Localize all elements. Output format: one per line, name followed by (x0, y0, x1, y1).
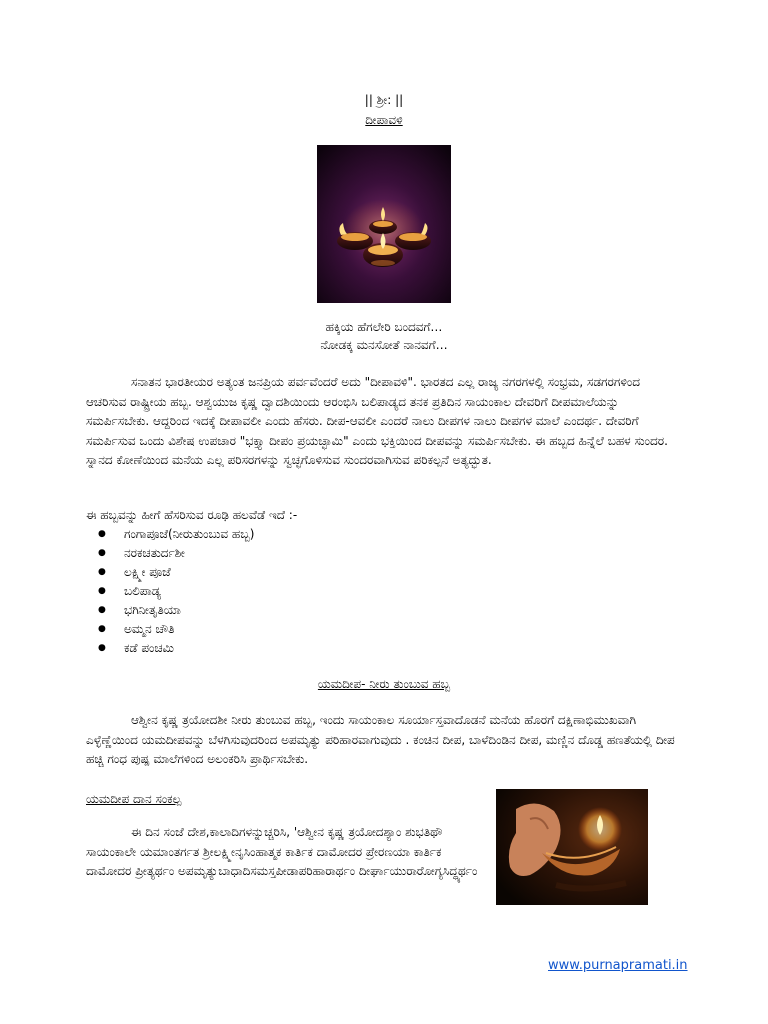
festival-list (86, 525, 254, 658)
sankalpa-text: ಈ ದಿನ ಸಂಜೆ ದೇಶ,ಕಾಲಾದಿಗಳನ್ನುಚ್ಚರಿಸಿ, 'ಆಶ್ವೀನ ಕೃಷ್ಣ ತ್ರಯೋದಶ್ಯಾಂ ಶುಭತಿಥೌ ಸಾಯಂಕಾಲೇ ಯಮಾಂತರ್ಗತ ಶ್ರೀಲಕ್ಷ್ಮೀನೃಸಿಂಹಾತ್ಮಕ ಕಾರ್ತಿಕ ದಾಮೋದರ ಪ್ರೇರಣಯಾ ಕಾರ್ತಿಕ ದಾಮೋದರ ಪ್ರೀತ್ಯರ್ಥಂ ಅಪಮೃತ್ಯುಬಾಧಾದಿಸಮಸ್ತಪೀಡಾಪರಿಹಾರಾರ್ಥಂ ದೀರ್ಘಾಯುರಾರೋಗ್ಯಸಿದ್ಧ್ಯರ್ಥಂ (86, 825, 478, 878)
yamadeepa-paragraph (86, 711, 680, 770)
invocation: || ಶ್ರೀ: || (364, 93, 404, 107)
list-item: ● ಕಡೆ ಪಂಚಮಿ (124, 639, 254, 658)
list-item: ● ಲಕ್ಷ್ಮೀ ಪೂಜೆ (124, 563, 254, 582)
sankalpa-paragraph (86, 823, 486, 882)
verse-line-2: ನೋಡಕ್ಕ ಮನಸೋತೆ ನಾನವಗೆ… (320, 338, 448, 352)
lamp-hand-illustration (496, 789, 648, 905)
intro-text: ಸನಾತನ ಭಾರತೀಯರ ಅತ್ಯಂತ ಜನಪ್ರಿಯ ಪರ್ವವೆಂದರೆ ಅದು "ದೀಪಾವಳಿ". ಭಾರತದ ಎಲ್ಲ ರಾಜ್ಯ ನಗರಗಳಲ್ಲಿ ಸಂಭ್ರಮ, ಸಡಗರಗಳಿಂದ ಆಚರಿಸುವ ರಾಷ್ಟ್ರೀಯ ಹಬ್ಬ. ಆಶ್ವಯುಜ ಕೃಷ್ಣ ದ್ವಾದಶಿಯಿಂದು ಆರಂಭಿಸಿ ಬಲಿಪಾಡ್ಯದ ತನಕ ಪ್ರತಿದಿನ ಸಾಯಂಕಾಲ ದೇವರಿಗೆ ದೀಪಮಾಲೆಯನ್ನು ಸಮರ್ಪಿಸಬೇಕು. ಆದ್ದರಿಂದ ಇದಕ್ಕೆ ದೀಪಾವಲೀ ಎಂದು ಹೆಸರು. ದೀಪ-ಆವಲೀ ಎಂದರೆ ನಾಲು ದೀಪಗಳ ನಾಲು ದೀಪಗಳ ಮಾಲೆ ಎಂದರ್ಥ. ದೇವರಿಗೆ ಸಮರ್ಪಿಸುವ ಒಂದು ವಿಶೇಷ ಉಪಚಾರ "ಭಕ್ತ್ಯಾ ದೀಪಂ ಪ್ರಯಚ್ಛಾಮಿ" ಎಂದು ಭಕ್ತಿಯಿಂದ ದೀಪವನ್ನು ಸಮರ್ಪಿಸಬೇಕು. ಈ ಹಬ್ಬದ ಹಿನ್ನೆಲೆ ಬಹಳ ಸುಂದರ. ಸ್ನಾನದ ಕೋಣೆಯಿಂದ ಮನೆಯ ಎಲ್ಲ ಪರಿಸರಗಳನ್ನು ಸ್ವಚ್ಛಗೊಳಿಸುವ ಸುಂದರವಾಗಿಸುವ ಪರಿಕಲ್ಪನೆ ಅತ್ಯದ್ಭುತ. (86, 375, 668, 467)
list-item: ● ನರಕಚತುರ್ದಶೀ (124, 544, 254, 563)
section-heading-sankalpa: ಯಮದೀಪ ದಾನ ಸಂಕಲ್ಪ (86, 792, 182, 806)
section-heading-yamadeepa: ಯಮದೀಪ- ನೀರು ತುಂಬುವ ಹಬ್ಬ (317, 677, 451, 691)
diyas-image (317, 145, 451, 303)
list-item: ● ಬಲಿಪಾಡ್ಯ (124, 582, 254, 601)
yamadeepa-text: ಆಶ್ವೀನ ಕೃಷ್ಣ ತ್ರಯೋದಶೀ ನೀರು ತುಂಬುವ ಹಬ್ಬ, ಇಂದು ಸಾಯಂಕಾಲ ಸೂರ್ಯಾಸ್ತವಾದೊಡನೆ ಮನೆಯ ಹೊರಗೆ ದಕ್ಷಿಣಾಭಿಮುಖವಾಗಿ ಎಳ್ಳೆಣ್ಣೆಯಿಂದ ಯಮದೀಪವನ್ನು ಬೆಳಗಿಸುವುದರಿಂದ ಅಪಮೃತ್ಯು ಪರಿಹಾರವಾಗುವುದು . ಕಂಚಿನ ದೀಪ, ಬಾಳೆದಿಂಡಿನ ದೀಪ, ಮಣ್ಣಿನ ದೊಡ್ಡ ಹಣತೆಯಲ್ಲಿ ದೀಪ ಹಚ್ಚಿ ಗಂಧ ಪುಷ್ಪ ಮಾಲೆಗಳಿಂದ ಅಲಂಕರಿಸಿ ಪ್ರಾರ್ಥಿಸಬೇಕು. (86, 713, 675, 766)
website-link[interactable]: www.purnapramati.in (548, 958, 688, 973)
list-item: ● ಅಮ್ಮನ ಚೌತಿ (124, 620, 254, 639)
list-item: ● ಗಂಗಾಪೂಜೆ(ನೀರುತುಂಬುವ ಹಬ್ಬ) (124, 525, 254, 544)
diyas-illustration (317, 145, 451, 303)
page-title: ದೀಪಾವಳಿ (365, 113, 403, 127)
lamp-hand-image (496, 789, 648, 905)
intro-paragraph (86, 373, 680, 471)
verse-line-1: ಹಕ್ಕಿಯ ಹೆಗಲೇರಿ ಬಂದವಗೆ… (325, 320, 443, 334)
list-item: ● ಭಗಿನೀತೃತಿಯಾ (124, 601, 254, 620)
list-intro: ಈ ಹಬ್ಬವನ್ನು ಹೀಗೆ ಹೆಸರಿಸುವ ರೂಢಿ ಹಲವೆಡೆ ಇದೆ :- (86, 508, 298, 522)
